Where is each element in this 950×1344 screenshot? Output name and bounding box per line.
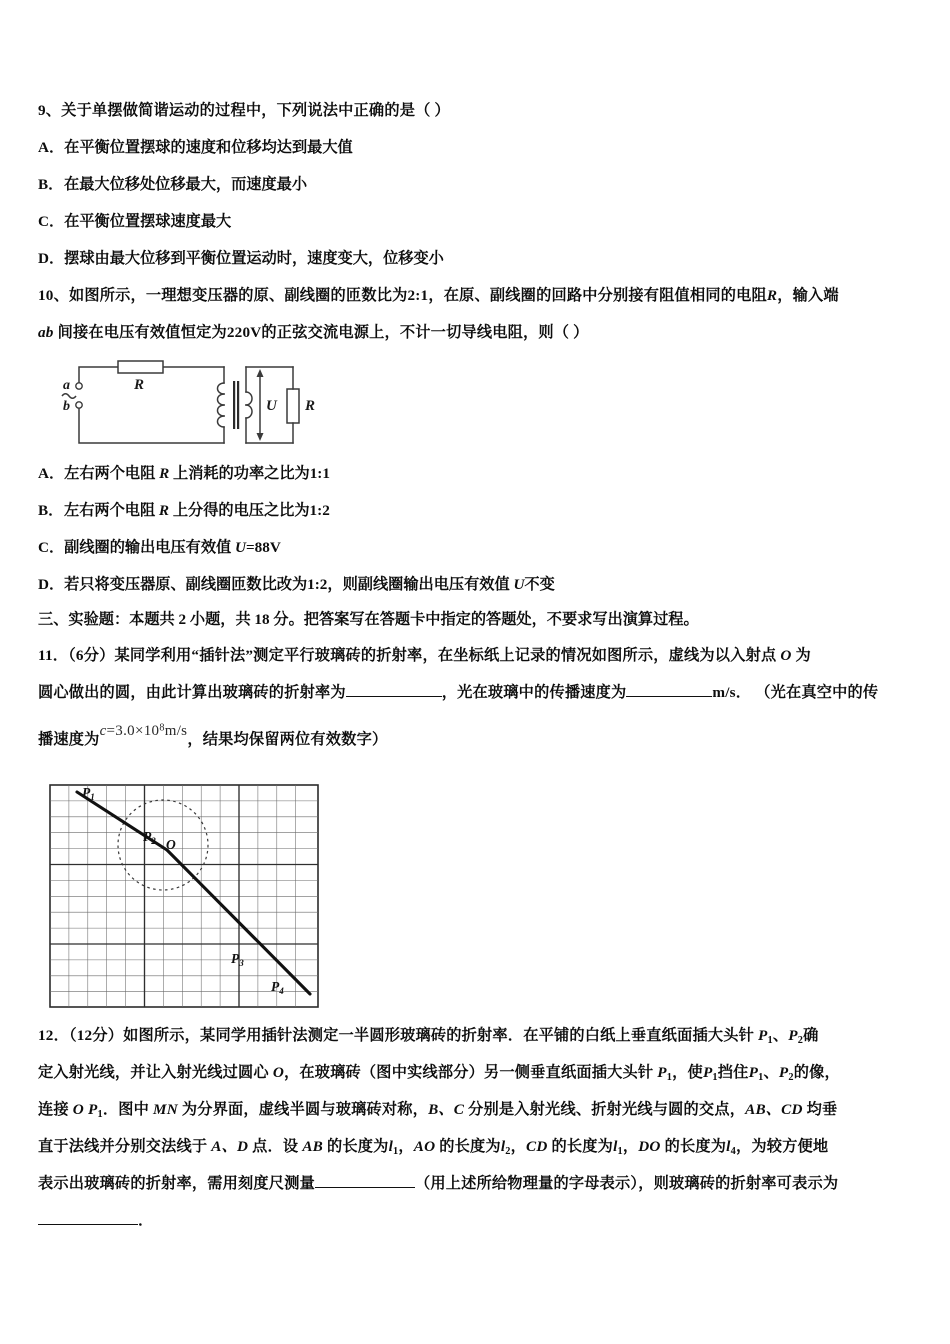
point-o-symbol: O [780, 647, 792, 664]
stem-part: ，光在玻璃中的传播速度为 [441, 684, 627, 701]
separator: ， [622, 1138, 639, 1155]
coil-loop-5 [246, 392, 252, 405]
point-label-p4: $P_4$ [271, 979, 284, 996]
resistor-left-box [118, 361, 163, 373]
terminal-a-circle [76, 383, 82, 389]
terminal-b-label: b [63, 399, 70, 414]
formula-c: c [99, 723, 107, 739]
stem-part: 表示出玻璃砖的折射率，需用刻度尺测量 [38, 1175, 315, 1192]
stem-part: 12．（12分）如图所示，某同学用插针法测定一半圆形玻璃砖的折射率．在平铺的白纸上垂直纸面插大头针 [38, 1027, 755, 1044]
answer-blank-speed[interactable] [626, 696, 712, 697]
segment-ao-symbol: AO [413, 1138, 436, 1155]
stem-part: 定入射光线，并让入射光线过圆心 [38, 1064, 269, 1081]
voltage-arrow-head-up [257, 369, 264, 377]
pin-subscript: 1 [97, 1108, 103, 1120]
stem-part: ．图中 [102, 1101, 149, 1118]
coil-loop-2 [218, 394, 224, 405]
question-10-option-d [38, 566, 916, 603]
pin-symbol: P [657, 1064, 667, 1081]
voltage-symbol: U [235, 539, 246, 556]
wire-bottom-left [79, 405, 224, 443]
option-label: B． [38, 502, 64, 519]
option-text: =88V [245, 539, 281, 556]
point-label-p3: $P_3$ [231, 951, 244, 968]
option-label: A． [38, 465, 65, 482]
length-l4-symbol: l [726, 1138, 731, 1155]
points-bc-symbol: B、C [428, 1101, 465, 1118]
stem-part: 确 [803, 1027, 819, 1044]
pin-subscript: 1 [758, 1071, 764, 1083]
option-text: 左右两个电阻 [64, 502, 156, 519]
transformer-core-bar-2 [237, 381, 239, 429]
ac-source-icon [62, 394, 76, 399]
points-ad-symbol: A、D [211, 1138, 249, 1155]
option-text: 若只将变压器原、副线圈匝数比改为 [64, 576, 308, 593]
stem-part: ，输入端 [777, 287, 839, 304]
question-11-line3 [38, 711, 916, 769]
stem-part: 的长度为 [664, 1138, 727, 1155]
stem-part: 播速度为 [38, 731, 100, 748]
stem-part: ，在原、副线圈的回路中分别接有阻值相同的电阻 [428, 287, 767, 304]
question-10-option-a [38, 455, 916, 492]
pin-symbol: P [87, 1101, 98, 1118]
question-12-line2 [38, 1054, 916, 1091]
option-text: 在平衡位置摆球的速度和位移均达到最大值 [64, 139, 353, 156]
option-text: ，则副线圈输出电压有效值 [327, 576, 510, 593]
length-l1-symbol: l [388, 1138, 393, 1155]
question-12-line3 [38, 1091, 916, 1128]
pin-p2-subscript: 2 [797, 1034, 804, 1046]
stem-part: 的正弦交流电源上，不计一切导线电阻，则（ ） [261, 324, 589, 341]
pin-p1-symbol: P [758, 1027, 768, 1044]
point-label-o: O [166, 837, 176, 852]
pin-subscript: 2 [788, 1071, 794, 1083]
question-10-stem-line2 [38, 314, 916, 351]
option-text: 摆球由最大位移到平衡位置运动时，速度变大，位移变小 [64, 250, 444, 267]
center-o-symbol: O [272, 1064, 284, 1081]
option-text: 左右两个电阻 [64, 465, 156, 482]
option-text: 在平衡位置摆球速度最大 [64, 213, 232, 230]
turns-ratio: 2:1 [407, 287, 429, 304]
stem-part: 10、如图所示，一理想变压器的原、副线圈的匝数比为 [38, 287, 408, 304]
point-label-p1: $P_1$ [82, 785, 95, 802]
option-label: C． [38, 539, 65, 556]
length-l3-symbol: l [613, 1138, 618, 1155]
segment-ab-symbol: AB [302, 1138, 323, 1155]
pin-symbol: P [702, 1064, 713, 1081]
section-3-heading: 三、实验题：本题共 2 小题，共 18 分。把答案写在答题卡中指定的答题处，不要求写出演算过程。 [38, 611, 699, 628]
stem-part: 的长度为 [551, 1138, 614, 1155]
stem-part: ，为较方便地 [735, 1138, 829, 1155]
formula-times: ×10 [134, 723, 160, 739]
stem-part: 的长度为 [327, 1138, 389, 1155]
light-speed-formula [100, 702, 188, 760]
pin-p1-subscript: 1 [767, 1034, 773, 1046]
question-9-option-a [38, 129, 916, 166]
separator: ， [398, 1138, 414, 1155]
question-9-option-c [38, 203, 916, 240]
terminal-ab-symbol: ab [38, 324, 54, 341]
separator: 、 [763, 1064, 779, 1081]
segment-do-symbol: DO [638, 1138, 661, 1155]
resistor-symbol: R [158, 502, 170, 519]
segment-cd-symbol: CD [526, 1138, 548, 1155]
answer-blank-refractive-index[interactable] [346, 696, 442, 697]
stem-part: ，使 [672, 1064, 703, 1081]
question-11-line1 [38, 637, 916, 674]
stem-part: 连接 [38, 1101, 69, 1118]
circuit-svg [56, 359, 326, 451]
length-l2-subscript: 2 [505, 1145, 511, 1157]
terminal-a-label: a [63, 378, 70, 393]
stem-part: 挡住 [717, 1064, 749, 1081]
stem-part: （光在真空中的传 [755, 684, 879, 701]
stem-part: 点．设 [252, 1138, 299, 1155]
pin-p2-symbol: P [788, 1027, 798, 1044]
coil-loop-1 [218, 383, 224, 394]
pin-subscript: 1 [666, 1071, 673, 1083]
formula-eq: =3.0 [106, 723, 135, 739]
formula-exponent: 8 [159, 722, 165, 734]
option-label: D． [38, 576, 65, 593]
voltage-label: U [266, 398, 277, 414]
pin-symbol: P [778, 1064, 789, 1081]
pin-symbol: P [748, 1064, 759, 1081]
question-10-option-b [38, 492, 916, 529]
option-label: D． [38, 250, 65, 267]
resistor-left-label: R [134, 377, 145, 393]
option-value: 1:1 [309, 465, 330, 482]
question-9-option-d [38, 240, 916, 277]
resistor-symbol: R [766, 287, 778, 304]
resistor-right-label: R [305, 398, 316, 414]
separator: 、 [772, 1027, 789, 1044]
coil-loop-4 [218, 416, 224, 427]
pin-subscript: 1 [712, 1071, 718, 1083]
stem-part: 间接在电压有效值恒定为 [57, 324, 227, 341]
coil-loop-6 [246, 405, 252, 418]
question-10-option-c [38, 529, 916, 566]
voltage-arrow-head-down [257, 433, 264, 441]
question-12-line6 [38, 1202, 916, 1239]
option-text: 不变 [524, 576, 555, 593]
length-l1-subscript: 1 [392, 1145, 399, 1157]
stem-part: 圆心做出的圆，由此计算出玻璃砖的折射率为 [38, 684, 346, 701]
question-12-line4 [38, 1128, 916, 1165]
question-9-stem: 9、关于单摆做简谐运动的过程中，下列说法中正确的是（ ） [38, 102, 450, 119]
answer-blank-measure[interactable] [315, 1187, 415, 1188]
grid-svg [46, 783, 324, 1013]
length-l3-subscript: 1 [617, 1145, 623, 1157]
stem-part: ，结果均保留两位有效数字） [187, 731, 388, 748]
option-text: 在最大位移处位移最大，而速度最小 [64, 176, 307, 193]
page-content [38, 92, 916, 1239]
stem-part: 为 [795, 647, 811, 664]
transformer-circuit-diagram [56, 359, 326, 451]
question-9-option-b [38, 166, 916, 203]
center-o-symbol: O [72, 1101, 84, 1118]
stem-part: 的长度为 [439, 1138, 501, 1155]
option-label: C． [38, 213, 65, 230]
option-value: 1:2 [307, 576, 328, 593]
stem-part: 为分界面，虚线半圆与玻璃砖对称， [181, 1101, 429, 1118]
resistor-symbol: R [159, 465, 170, 482]
boundary-mn-symbol: MN [152, 1101, 178, 1118]
grid-border [50, 785, 318, 1007]
question-12-line1 [38, 1017, 916, 1054]
grid-ray-diagram [46, 783, 324, 1013]
option-text: 上消耗的功率之比为 [173, 465, 310, 482]
length-l2-symbol: l [500, 1138, 506, 1155]
terminal-b-circle [76, 402, 82, 408]
transformer-core-bar-1 [233, 381, 235, 429]
period: ． [138, 1212, 154, 1229]
question-10-stem-line1 [38, 277, 916, 314]
length-l4-subscript: 4 [730, 1145, 736, 1157]
stem-part: ，在玻璃砖（图中实线部分）另一侧垂直纸面插大头针 [283, 1064, 654, 1081]
stem-part: 直于法线并分别交法线于 [38, 1138, 208, 1155]
separator: ， [510, 1138, 526, 1155]
unit-label: m/s． [712, 684, 752, 701]
stem-part: 分别是入射光线、折射光线与圆的交点， [468, 1101, 746, 1118]
stem-part: （用上述所给物理量的字母表示），则玻璃砖的折射率可表示为 [414, 1175, 839, 1192]
option-text: 上分得的电压之比为 [172, 502, 310, 519]
answer-blank-refractive-expression[interactable] [38, 1224, 138, 1225]
option-label: B． [38, 176, 64, 193]
formula-unit: m/s [164, 723, 188, 739]
segments-abcd-symbol: AB、CD [745, 1101, 803, 1118]
stem-part: 11．（6分）某同学利用“插针法”测定平行玻璃砖的折射率，在坐标纸上记录的情况如图所示，虚线为以入射点 [38, 647, 777, 664]
option-label: A． [38, 139, 65, 156]
resistor-right-box [287, 389, 299, 423]
stem-part: 的像， [793, 1064, 840, 1081]
option-text: 副线圈的输出电压有效值 [64, 539, 232, 556]
voltage-value: 220V [226, 324, 262, 341]
coil-loop-3 [218, 405, 224, 416]
question-12-line5 [38, 1165, 916, 1202]
voltage-symbol: U [513, 576, 525, 593]
option-value: 1:2 [309, 502, 330, 519]
point-label-p2: $P_2$ [143, 829, 156, 846]
stem-part: 均垂 [806, 1101, 838, 1118]
